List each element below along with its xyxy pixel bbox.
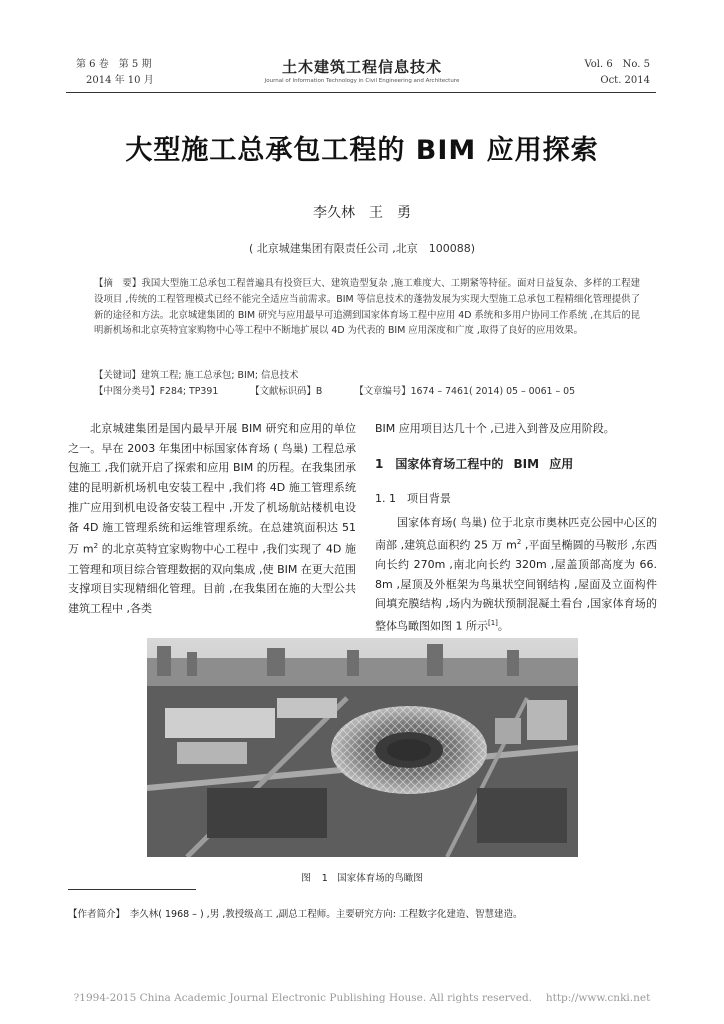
body-right-paragraph-block xyxy=(375,513,657,637)
figure-aerial-photo xyxy=(147,638,578,857)
copyright-notice: ?1994-2015 China Academic Journal Electronic Publishing House. All rights reserved. http://www.cnki.net xyxy=(73,992,651,1004)
article-keywords: 【关键词】建筑工程; 施工总承包; BIM; 信息技术 xyxy=(94,370,299,381)
article-abstract: 【摘 要】我国大型施工总承包工程普遍具有投资巨大、建筑造型复杂 ,施工难度大、工期紧等特征。面对日益复杂、多样的工程建设项目 ,传统的工程管理模式已经不能完全适应当前需求。BIM 等信息技术的蓬勃发展为实现大型施工总承包工程精细化管理提供了新的途径和方法。北京城建集团的 BIM 研究与应用最早可追溯到国家体育场工程中应用 4D 系统和多用户协同工作系统 ,在其后的昆明新机场和北京英特宜家购物中心等工程中不断地扩展以 4D 为代表的 BIM 应用深度和广度 ,取得了良好的应用效果。 xyxy=(94,278,640,337)
journal-title-cn: 土木建筑工程信息技术 xyxy=(281,58,442,76)
clc-number: 【中图分类号】F284; TP391 xyxy=(94,386,219,397)
body-right-continuation: BIM 应用项目达几十个 ,已进入到普及应用阶段。 xyxy=(375,422,615,435)
header-date-en: Oct. 2014 xyxy=(600,75,650,86)
citation-1: [1] xyxy=(488,619,498,628)
header-date: 2014 年 10 月 xyxy=(86,75,154,86)
article-classification xyxy=(94,383,654,397)
header-volume-issue: 第 6 卷 第 5 期 xyxy=(76,59,152,70)
header-volume-issue-en: Vol. 6 No. 5 xyxy=(584,59,650,70)
body-right-paragraph-mid: ,平面呈椭圆的马鞍形 ,东西向长约 270m ,南北向长约 320m ,屋盖顶部高度为 66. 8m ,屋顶及外框架为鸟巢状空间钢结构 ,屋面及立面构件间填充膜结构 ,场内为碗状预制混凝土看台 ,国家体育场的整体鸟瞰图如图 1 所示 xyxy=(375,538,657,633)
article-number: 【文章编号】1674 – 7461( 2014) 05 – 0061 – 05 xyxy=(354,386,576,397)
section-heading-1-1: 1. 1 项目背景 xyxy=(375,492,451,505)
figure-caption: 图 1 国家体育场的鸟瞰图 xyxy=(301,873,423,884)
author-bio-footnote: 【作者简介】 李久林( 1968 – ) ,男 ,教授级高工 ,副总工程师。主要研究方向: 工程数字化建造、智慧建造。 xyxy=(68,909,523,920)
article-affiliation: ( 北京城建集团有限责任公司 ,北京 100088) xyxy=(248,242,476,255)
journal-title-en: Journal of Information Technology in Civil Engineering and Architecture xyxy=(264,78,460,84)
superscript-2: 2 xyxy=(93,542,99,551)
body-left-paragraph-end: 的北京英特宜家购物中心工程中 ,我们实现了 4D 施工管理和项目综合管理数据的双向集成 ,使 BIM 在更大范围支撑项目实现精细化管理。目前 ,在我集团在施的大型公共建筑工程中 ,各类 xyxy=(68,542,356,615)
body-left-paragraph: 北京城建集团是国内最早开展 BIM 研究和应用的单位之一。早在 2003 年集团中标国家体育场 ( 鸟巢) 工程总承包施工 ,我们就开启了探索和应用 BIM 的历程。在我集团承建的昆明新机场机电安装工程中 ,我们将 4D 施工管理系统推广应用到机电设备安装工程中 ,开发了机场航站楼机电设备 4D 施工管理系统和运维管理系统。在总建筑面积达 51 万 m xyxy=(68,422,356,556)
body-left-column xyxy=(68,419,356,619)
header-issue-info-en xyxy=(584,57,650,89)
document-code: 【文献标识码】B xyxy=(250,386,323,397)
section-heading-1: 1 国家体育场工程中的 BIM 应用 xyxy=(375,457,574,471)
body-right-paragraph: 国家体育场( 鸟巢) 位于北京市奥林匹克公园中心区的南部 ,建筑总面积约 25 万 m xyxy=(375,516,657,552)
footnote-rule xyxy=(68,889,196,890)
stadium-aerial-image xyxy=(147,638,578,857)
body-right-paragraph-end: 。 xyxy=(497,619,509,633)
article-title: 大型施工总承包工程的 BIM 应用探索 xyxy=(125,135,599,166)
superscript-2b: 2 xyxy=(516,537,522,546)
article-authors: 李久林 王 勇 xyxy=(313,205,411,221)
header-rule xyxy=(66,92,656,93)
